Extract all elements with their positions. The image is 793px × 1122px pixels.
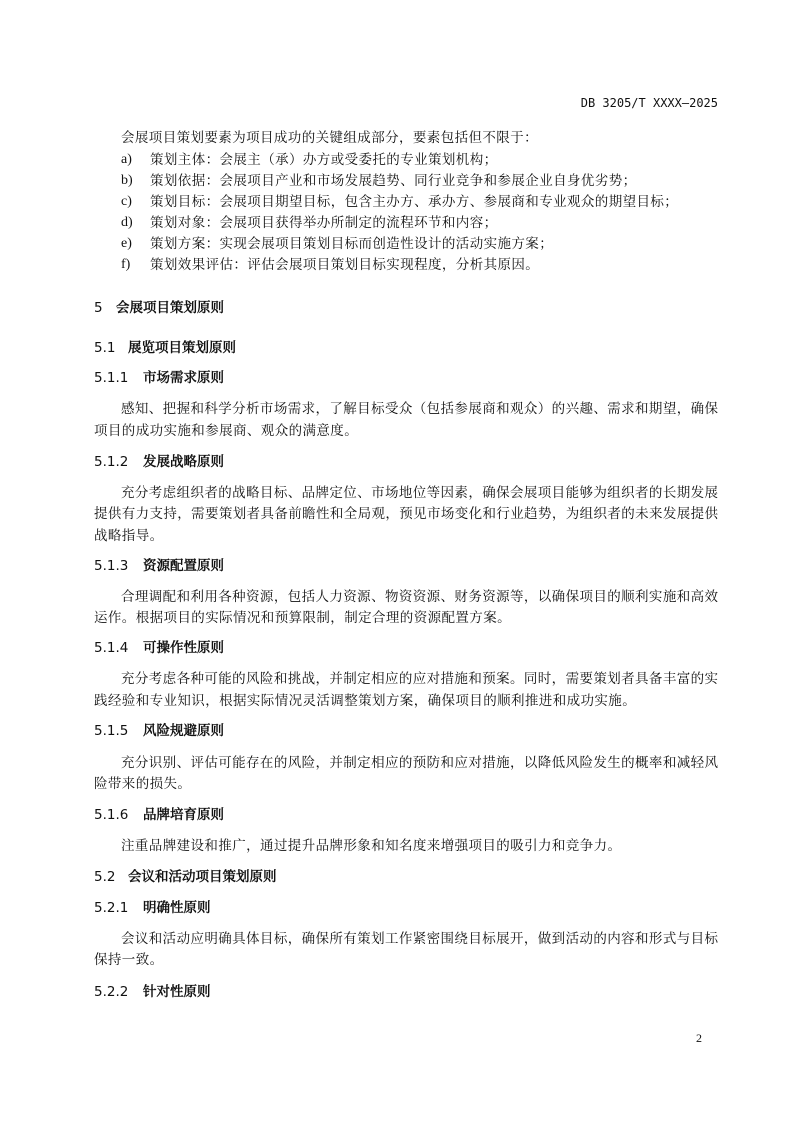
section-number: 5.2 xyxy=(94,869,116,885)
section-number: 5 xyxy=(94,300,103,316)
clause-number: 5.1.5 xyxy=(94,723,129,739)
clause-number: 5.2.1 xyxy=(94,900,129,916)
clause-title: 风险规避原则 xyxy=(143,723,224,739)
section-heading-5-2 xyxy=(94,866,718,888)
section-heading-5 xyxy=(94,297,718,319)
list-item xyxy=(121,233,718,255)
paragraph-line: 险带来的损失。 xyxy=(94,776,192,792)
list-item xyxy=(121,170,718,192)
paragraph-line: 会议和活动应明确具体目标，确保所有策划工作紧密围绕目标展开，做到活动的内容和形式与目标 xyxy=(121,931,718,947)
list-item-label: c) xyxy=(121,194,132,209)
clause-number: 5.1.3 xyxy=(94,558,129,574)
paragraph-line: 提供有力支持，需要策划者具备前瞻性和全局观，预见市场变化和行业趋势，为组织者的未来发展提供 xyxy=(94,506,718,522)
list-item-label: b) xyxy=(121,173,133,188)
page-number: 2 xyxy=(696,1031,702,1045)
list-item-label: d) xyxy=(121,215,133,230)
clause-number: 5.1.2 xyxy=(94,454,129,470)
clause-heading-5-1-6 xyxy=(94,804,718,826)
clause-heading-5-2-1 xyxy=(94,897,718,919)
clause-title: 明确性原则 xyxy=(143,900,211,916)
clause-number: 5.2.2 xyxy=(94,984,129,1000)
list-item xyxy=(121,149,718,171)
section-number: 5.1 xyxy=(94,340,116,356)
list-item-text: 策划方案：实现会展项目策划目标而创造性设计的活动实施方案； xyxy=(150,236,554,252)
list-item-label: f) xyxy=(121,257,131,272)
paragraph-line: 充分识别、评估可能存在的风险，并制定相应的预防和应对措施，以降低风险发生的概率和减轻风 xyxy=(121,755,718,771)
list-item-text: 策划依据：会展项目产业和市场发展趋势、同行业竞争和参展企业自身优劣势； xyxy=(150,173,637,189)
clause-number: 5.1.6 xyxy=(94,807,129,823)
section-title: 会展项目策划原则 xyxy=(116,300,224,316)
section-title: 会议和活动项目策划原则 xyxy=(128,869,277,885)
section-heading-5-1 xyxy=(94,337,718,359)
clause-number: 5.1.1 xyxy=(94,370,129,386)
list-item-text: 策划对象：会展项目获得举办所制定的流程环节和内容； xyxy=(150,215,498,231)
paragraph-line: 合理调配和利用各种资源，包括人力资源、物资资源、财务资源等，以确保项目的顺利实施和高效 xyxy=(121,589,718,605)
clause-title: 发展战略原则 xyxy=(143,454,224,470)
section-title: 展览项目策划原则 xyxy=(128,340,236,356)
clause-title: 资源配置原则 xyxy=(143,558,224,574)
clause-heading-5-1-1 xyxy=(94,367,718,389)
list-item-text: 策划主体：会展主（承）办方或受委托的专业策划机构； xyxy=(150,152,498,168)
clause-title: 可操作性原则 xyxy=(143,640,224,656)
paragraph-line: 充分考虑各种可能的风险和挑战，并制定相应的应对措施和预案。同时，需要策划者具备丰富的实 xyxy=(121,671,718,687)
list-item-text: 策划效果评估：评估会展项目策划目标实现程度，分析其原因。 xyxy=(150,257,540,273)
clause-heading-5-1-5 xyxy=(94,720,718,742)
document-code-header: DB 3205/T XXXX—2025 xyxy=(580,96,718,110)
clause-title: 针对性原则 xyxy=(143,984,211,1000)
list-item xyxy=(121,191,718,213)
list-item xyxy=(121,254,718,276)
clause-heading-5-2-2 xyxy=(94,981,718,1003)
list-item-label: e) xyxy=(121,236,132,251)
list-item xyxy=(121,212,718,234)
paragraph-line: 注重品牌建设和推广，通过提升品牌形象和知名度来增强项目的吸引力和竞争力。 xyxy=(121,838,622,854)
paragraph-line: 战略指导。 xyxy=(94,528,164,544)
list-item-label: a) xyxy=(121,152,132,167)
paragraph-line: 项目的成功实施和参展商、观众的满意度。 xyxy=(94,423,359,439)
paragraph-line: 践经验和专业知识，根据实际情况灵活调整策划方案，确保项目的顺利推进和成功实施。 xyxy=(94,693,637,709)
paragraph-line: 运作。根据项目的实际情况和预算限制，制定合理的资源配置方案。 xyxy=(94,610,511,626)
clause-title: 品牌培育原则 xyxy=(143,807,224,823)
paragraph-line: 充分考虑组织者的战略目标、品牌定位、市场地位等因素，确保会展项目能够为组织者的长期发展 xyxy=(121,485,718,501)
clause-number: 5.1.4 xyxy=(94,640,129,656)
clause-heading-5-1-4 xyxy=(94,637,718,659)
clause-heading-5-1-2 xyxy=(94,451,718,473)
paragraph-line: 保持一致。 xyxy=(94,952,164,968)
clause-heading-5-1-3 xyxy=(94,555,718,577)
clause-title: 市场需求原则 xyxy=(143,370,224,386)
paragraph-line: 感知、把握和科学分析市场需求，了解目标受众（包括参展商和观众）的兴趣、需求和期望，确保 xyxy=(121,401,718,417)
list-item-text: 策划目标：会展项目期望目标，包含主办方、承办方、参展商和专业观众的期望目标； xyxy=(150,194,679,210)
intro-paragraph: 会展项目策划要素为项目成功的关键组成部分，要素包括但不限于： xyxy=(121,130,538,146)
